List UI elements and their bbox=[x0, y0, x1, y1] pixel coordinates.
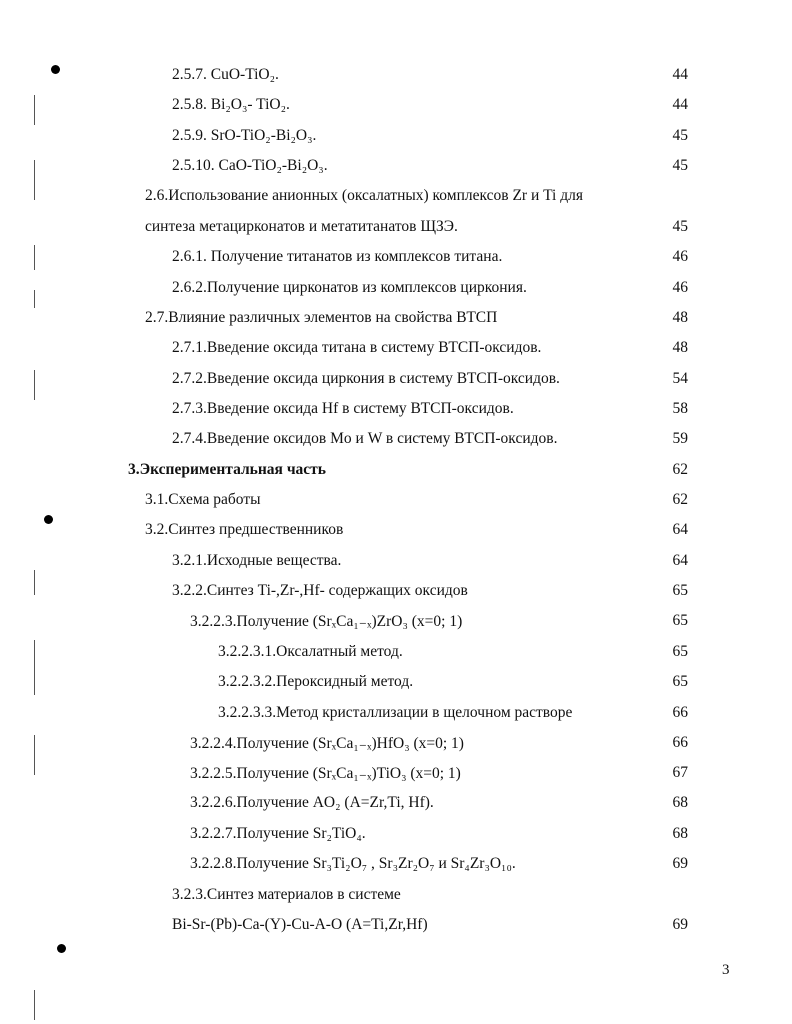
toc-entry-title: 2.6.Использование анионных (оксалатных) комплексов Zr и Ti для bbox=[145, 187, 583, 204]
toc-entry-title: 3.2.2.3.3.Метод кристаллизации в щелочном растворе bbox=[218, 704, 573, 721]
toc-entry-page: 65 bbox=[672, 582, 688, 599]
scan-margin-mark bbox=[34, 990, 35, 1020]
toc-entry-title: 3.2.2.5.Получение (SrₓCa₁₋ₓ)TiO₃ (x=0; 1) bbox=[190, 765, 461, 782]
toc-entry bbox=[0, 582, 792, 606]
toc-entry-title: 3.2.Синтез предшественников bbox=[145, 521, 344, 538]
toc-entry-page: 45 bbox=[672, 157, 688, 174]
toc-entry bbox=[0, 96, 792, 120]
toc-entry-title: 2.5.7. CuO-TiO₂. bbox=[172, 66, 279, 83]
toc-entry bbox=[0, 704, 792, 728]
toc-entry-title: 3.2.2.7.Получение Sr₂TiO₄. bbox=[190, 825, 366, 842]
toc-entry-title: 3.2.2.3.Получение (SrₓCa₁₋ₓ)ZrO₃ (x=0; 1) bbox=[190, 613, 463, 630]
toc-entry bbox=[0, 248, 792, 272]
toc-entry-title: 2.5.10. CaO-TiO₂-Bi₂O₃. bbox=[172, 157, 328, 174]
page-number: 3 bbox=[722, 962, 730, 978]
toc-entry-page: 64 bbox=[672, 521, 688, 538]
toc-entry bbox=[0, 339, 792, 363]
toc-entry-title: 3.2.3.Синтез материалов в системе bbox=[172, 886, 401, 903]
toc-entry-title: 2.7.4.Введение оксидов Mo и W в систему ВТСП-оксидов. bbox=[172, 430, 558, 447]
toc-entry-page: 66 bbox=[672, 704, 688, 721]
toc-entry-title: 3.2.2.3.2.Пероксидный метод. bbox=[218, 673, 414, 690]
toc-entry bbox=[0, 218, 792, 242]
toc-entry-title: 3.2.2.6.Получение AO₂ (A=Zr,Ti, Hf). bbox=[190, 794, 434, 811]
punch-hole-mark bbox=[57, 944, 66, 953]
toc-entry-title: 3.2.2.4.Получение (SrₓCa₁₋ₓ)HfO₃ (x=0; 1) bbox=[190, 735, 464, 752]
toc-entry-page: 54 bbox=[672, 370, 688, 387]
toc-entry bbox=[0, 825, 792, 849]
toc-entry-page: 62 bbox=[672, 461, 688, 478]
toc-entry bbox=[0, 673, 792, 697]
toc-entry-title: синтеза метацирконатов и метатитанатов ЩЗЭ. bbox=[145, 218, 458, 235]
toc-entry-page: 65 bbox=[672, 673, 688, 690]
toc-entry bbox=[0, 400, 792, 424]
toc-entry bbox=[0, 279, 792, 303]
toc-entry bbox=[0, 916, 792, 940]
toc-entry-page: 59 bbox=[672, 430, 688, 447]
toc-entry bbox=[0, 309, 792, 333]
toc-entry bbox=[0, 855, 792, 879]
toc-entry bbox=[0, 430, 792, 454]
toc-entry-page: 66 bbox=[672, 734, 688, 751]
toc-entry bbox=[0, 552, 792, 576]
toc-entry-title: 2.6.1. Получение титанатов из комплексов титана. bbox=[172, 248, 503, 265]
toc-entry-title: 3.Экспериментальная часть bbox=[128, 461, 326, 478]
toc-entry bbox=[0, 461, 792, 485]
toc-entry-page: 64 bbox=[672, 552, 688, 569]
toc-entry bbox=[0, 370, 792, 394]
toc-entry bbox=[0, 127, 792, 151]
toc-entry-title: 3.2.1.Исходные вещества. bbox=[172, 552, 342, 569]
toc-entry bbox=[0, 491, 792, 515]
toc-entry-page: 65 bbox=[672, 612, 688, 629]
toc-entry-page: 44 bbox=[672, 96, 688, 113]
toc-entry-title: 3.2.2.8.Получение Sr₃Ti₂O₇ , Sr₃Zr₂O₇ и Sr₄Zr₃O₁₀. bbox=[190, 855, 516, 872]
toc-entry bbox=[0, 66, 792, 90]
toc-entry bbox=[0, 187, 792, 211]
toc-entry bbox=[0, 734, 792, 758]
toc-entry-title: 3.2.2.3.1.Оксалатный метод. bbox=[218, 643, 403, 660]
toc-entry-title: 2.7.3.Введение оксида Hf в систему ВТСП-оксидов. bbox=[172, 400, 514, 417]
toc-entry-title: 2.7.Влияние различных элементов на свойства ВТСП bbox=[145, 309, 498, 326]
toc-entry-page: 44 bbox=[672, 66, 688, 83]
toc-entry-page: 45 bbox=[672, 218, 688, 235]
toc-entry-title: Bi-Sr-(Pb)-Ca-(Y)-Cu-A-O (A=Ti,Zr,Hf) bbox=[172, 916, 428, 933]
toc-entry-title: 3.1.Схема работы bbox=[145, 491, 261, 508]
toc-entry-title: 2.6.2.Получение цирконатов из комплексов циркония. bbox=[172, 279, 527, 296]
toc-entry-page: 45 bbox=[672, 127, 688, 144]
toc-entry-page: 68 bbox=[672, 825, 688, 842]
toc-entry bbox=[0, 643, 792, 667]
toc-entry bbox=[0, 612, 792, 636]
toc-entry-title: 2.5.8. Bi₂O₃- TiO₂. bbox=[172, 96, 290, 113]
toc-entry-title: 2.5.9. SrO-TiO₂-Bi₂O₃. bbox=[172, 127, 317, 144]
toc-entry bbox=[0, 886, 792, 910]
toc-entry-page: 67 bbox=[672, 764, 688, 781]
toc-entry-page: 65 bbox=[672, 643, 688, 660]
toc-entry bbox=[0, 764, 792, 788]
toc-entry-title: 2.7.1.Введение оксида титана в систему ВТСП-оксидов. bbox=[172, 339, 542, 356]
toc-entry bbox=[0, 157, 792, 181]
toc-entry-page: 68 bbox=[672, 794, 688, 811]
toc-entry-page: 48 bbox=[672, 309, 688, 326]
toc-entry bbox=[0, 521, 792, 545]
toc-entry-page: 62 bbox=[672, 491, 688, 508]
toc-entry-title: 2.7.2.Введение оксида циркония в систему ВТСП-оксидов. bbox=[172, 370, 560, 387]
toc-entry-page: 48 bbox=[672, 339, 688, 356]
toc-entry-page: 46 bbox=[672, 279, 688, 296]
toc-entry-page: 69 bbox=[672, 855, 688, 872]
toc-entry bbox=[0, 794, 792, 818]
toc-entry-page: 58 bbox=[672, 400, 688, 417]
toc-entry-title: 3.2.2.Синтез Ti-,Zr-,Hf- содержащих оксидов bbox=[172, 582, 468, 599]
toc-entry-page: 69 bbox=[672, 916, 688, 933]
toc-entry-page: 46 bbox=[672, 248, 688, 265]
